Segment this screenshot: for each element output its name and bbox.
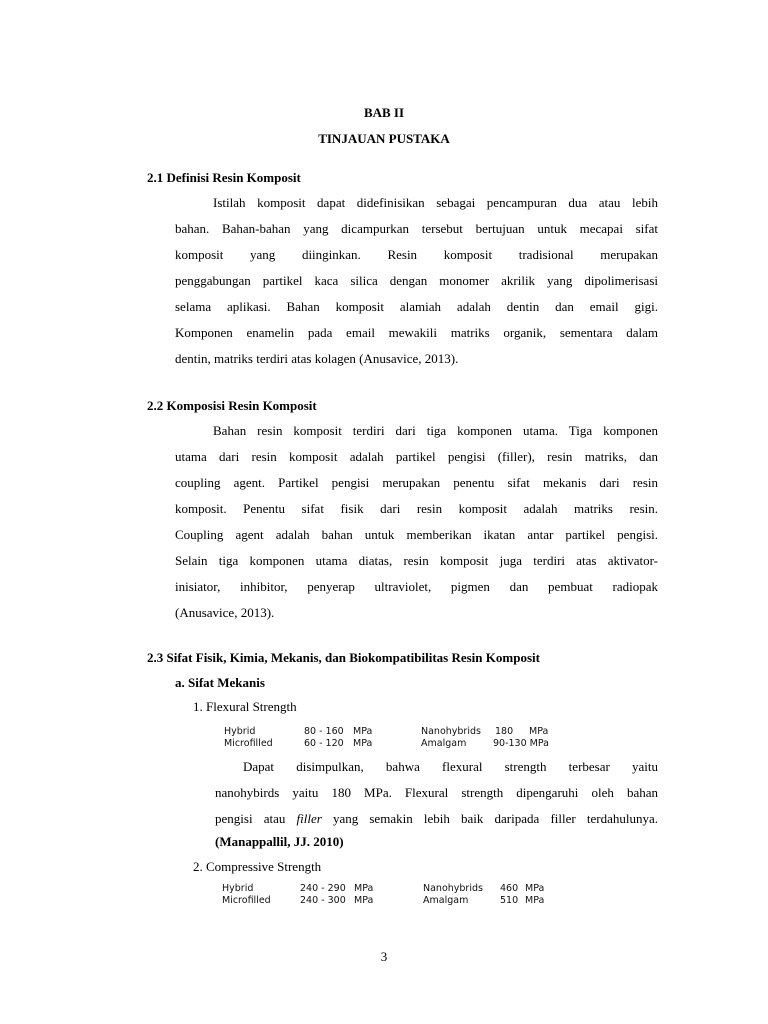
paragraph-line: selama aplikasi. Bahan komposit alamiah adalah dentin dan email gigi. (175, 299, 658, 314)
table-cell: MPa (354, 895, 374, 906)
paragraph-line: penggabungan partikel kaca silica dengan monomer akrilik yang dipolimerisasi (175, 273, 658, 288)
table-cell: 60 - 120 (304, 738, 344, 749)
paragraph-line: Istilah komposit dapat didefinisikan sebagai pencampuran dua atau lebih (213, 195, 658, 210)
table-cell: 460 (500, 883, 519, 894)
table-cell: MPa (354, 883, 374, 894)
section-2-2-paragraph (175, 418, 658, 626)
item-1-flexural-strength: 1. Flexural Strength (193, 699, 297, 714)
table-cell: Hybrid (224, 726, 256, 737)
item-2-compressive-strength: 2. Compressive Strength (193, 859, 322, 874)
paragraph-line: utama dari resin komposit adalah partikel pengisi (filler), resin matriks, dan (175, 449, 658, 464)
section-2-2-heading: 2.2 Komposisi Resin Komposit (147, 398, 317, 413)
section-2-1-heading: 2.1 Definisi Resin Komposit (147, 170, 301, 185)
table-cell: MPa (525, 883, 545, 894)
chapter-title: TINJAUAN PUSTAKA (318, 131, 450, 146)
table-cell: 90-130 MPa (493, 738, 549, 749)
table-cell: MPa (353, 726, 373, 737)
paragraph-line: Komponen enamelin pada email mewakili matriks organik, sementara dalam (175, 325, 658, 340)
paragraph-line: Dapat disimpulkan, bahwa flexural strength terbesar yaitu (243, 759, 658, 774)
line-text: yang semakin lebih baik daripada filler terdahulunya. (321, 811, 658, 826)
paragraph-line: inisiator, inhibitor, penyerap ultraviolet, pigmen dan pembuat radiopak (175, 579, 658, 594)
table-cell: 80 - 160 (304, 726, 344, 737)
paragraph-line: komposit yang diinginkan. Resin komposit tradisional merupakan (175, 247, 658, 262)
line-text: pengisi atau (215, 811, 297, 826)
paragraph-line: Selain tiga komponen utama diatas, resin komposit juga terdiri atas aktivator- (175, 553, 658, 568)
section-2-3-heading: 2.3 Sifat Fisik, Kimia, Mekanis, dan Biokompatibilitas Resin Komposit (147, 650, 540, 665)
table-cell: Amalgam (421, 738, 467, 749)
citation: (Manappallil, JJ. 2010) (215, 834, 344, 849)
table-cell: Microfilled (222, 895, 271, 906)
paragraph-line: komposit. Penentu sifat fisik dari resin komposit adalah matriks resin. (175, 501, 658, 516)
table-cell: MPa (525, 895, 545, 906)
table-cell: Amalgam (423, 895, 469, 906)
paragraph-line: (Anusavice, 2013). (175, 605, 275, 620)
table-cell: Microfilled (224, 738, 273, 749)
table-cell: 240 - 300 (300, 895, 346, 906)
table-cell: 510 (500, 895, 519, 906)
paragraph-line (215, 806, 658, 832)
paragraph-line: Coupling agent adalah bahan untuk memberikan ikatan antar partikel pengisi. (175, 527, 658, 542)
paragraph-line: coupling agent. Partikel pengisi merupakan penentu sifat mekanis dari resin (175, 475, 658, 490)
page-number: 3 (380, 949, 388, 964)
table-cell: 180 (495, 726, 514, 737)
paragraph-line: Bahan resin komposit terdiri dari tiga komponen utama. Tiga komponen (213, 423, 658, 438)
table-cell: 240 - 290 (300, 883, 346, 894)
section-2-1-paragraph (175, 190, 658, 372)
emphasis-filler: filler (296, 811, 322, 826)
chapter-number: BAB II (363, 105, 405, 120)
paragraph-line: dentin, matriks terdiri atas kolagen (Anusavice, 2013). (175, 351, 459, 366)
flexural-conclusion-paragraph (215, 754, 658, 832)
subsection-a-heading: a. Sifat Mekanis (175, 675, 265, 690)
table-cell: Hybrid (222, 883, 254, 894)
paragraph-line: nanohybirds yaitu 180 MPa. Flexural strength dipengaruhi oleh bahan (215, 785, 658, 800)
paragraph-line: bahan. Bahan-bahan yang dicampurkan tersebut bertujuan untuk mecapai sifat (175, 221, 658, 236)
table-cell: Nanohybrids (421, 726, 481, 737)
table-cell: Nanohybrids (423, 883, 483, 894)
table-cell: MPa (353, 738, 373, 749)
table-cell: MPa (529, 726, 549, 737)
